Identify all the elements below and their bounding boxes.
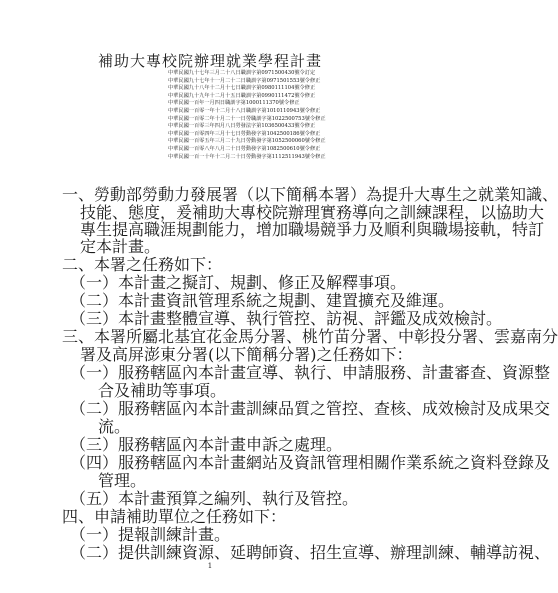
body-line: （一）本計畫之擬訂、規劃、修正及解釋事項。 — [70, 273, 407, 292]
body-line: （二）提供訓練資源、延聘師資、招生宣導、辦理訓練、輔導訪視、 — [70, 543, 551, 562]
body-line: （一）提報訓練計畫。 — [70, 525, 231, 544]
history-line: 中華民國一百年一月四日職訓字第1000111370號令修正 — [168, 100, 300, 107]
history-line: 中華民國九十九年十二月十五日職訓字第0990111472號令修正 — [168, 92, 316, 99]
page-title: 補助大專校院辦理就業學程計畫 — [97, 52, 322, 70]
body-line: （三）服務轄區內本計畫申訴之處理。 — [70, 435, 343, 454]
body-line: 四、申請補助單位之任務如下： — [62, 507, 287, 526]
history-line: 中華民國九十八年十二月十七日職訓字第0980111104號令修正 — [168, 85, 316, 92]
history-line: 中華民國一百零一年十二月十八日職訓字第1010110943號令修正 — [168, 107, 321, 114]
body-line: 專生提高職涯規劃能力，增加職場競爭力及順利與職場接軌，特訂 — [80, 220, 545, 239]
body-line: 合及補助等事項。 — [98, 381, 227, 400]
body-line: 二、本署之任務如下： — [62, 255, 223, 274]
history-line: 中華民國九十七年三月二十八日職訓字第0971500430號令訂定 — [168, 70, 316, 76]
history-line: 中華民國一百零八年八月二十日勞動發字第1082500610號令修正 — [168, 145, 321, 152]
history-line: 中華民國一百一十年十二月二十日勞動發字第1112511943號令修正 — [168, 153, 326, 160]
body-line: 署及高屏澎東分署(以下簡稱分署)之任務如下： — [80, 345, 413, 364]
body-line: （二）服務轄區內本計畫訓練品質之管控、查核、成效檢討及成果交 — [70, 399, 551, 418]
body-line: 流。 — [98, 417, 131, 436]
history-line: 中華民國一百零五年三月二十九日勞動發字第1052500060號令修正 — [168, 138, 326, 145]
history-line: 中華民國一百零二年十月二十一日勞職訓字第1022500753號令修正 — [168, 115, 326, 122]
body-line: 一、勞動部勞動力發展署（以下簡稱本署）為提升大專生之就業知識、 — [62, 185, 558, 204]
amendment-history — [168, 70, 368, 161]
page-number: 1 — [207, 562, 213, 570]
history-line: 中華民國九十七年十一月二十二日職訓字第0971501553號令修正 — [168, 77, 321, 84]
body-line: （四）服務轄區內本計畫網站及資訊管理相關作業系統之資料登錄及 — [70, 453, 551, 472]
body-line: （三）本計畫整體宣導、執行管控、訪視、評鑑及成效檢討。 — [70, 309, 503, 328]
body-line: （一）服務轄區內本計畫宣導、執行、申請服務、計畫審查、資源整 — [70, 363, 551, 382]
body-line: 三、本署所屬北基宜花金馬分署、桃竹苗分署、中彰投分署、雲嘉南分 — [62, 327, 558, 346]
body-line: 管理。 — [98, 471, 147, 490]
body-line: 技能、態度，爰補助大專校院辦理實務導向之訓練課程，以協助大 — [80, 203, 545, 222]
history-line: 中華民國一百零三年四月八日勞發法字第1036500433號令修正 — [168, 123, 316, 130]
body-line: （五）本計畫預算之編列、執行及管控。 — [70, 489, 359, 508]
body-line: 定本計畫。 — [80, 237, 161, 256]
history-line: 中華民國一百零四年三月十七日勞動發字第1042500186號令修正 — [168, 130, 321, 137]
body-line: （二）本計畫資訊管理系統之規劃、建置擴充及維運。 — [70, 291, 455, 310]
